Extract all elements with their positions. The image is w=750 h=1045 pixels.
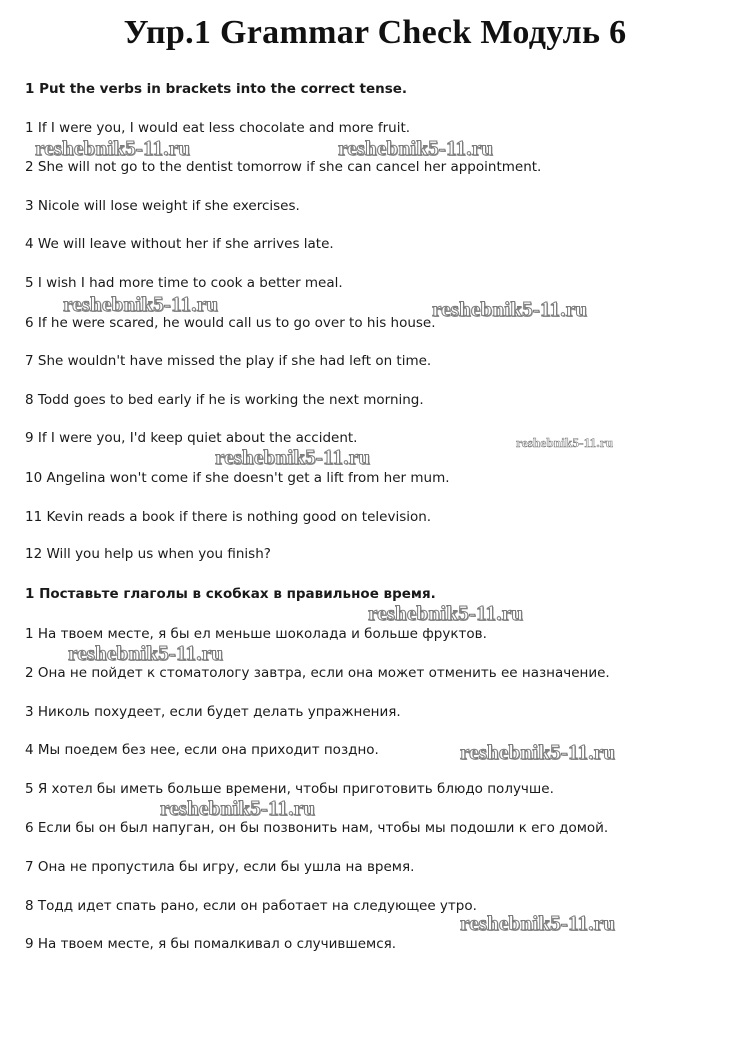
english-item-12: 12 Will you help us when you finish? (25, 546, 271, 562)
watermark: reshebnik5-11.ru (160, 796, 316, 820)
english-item-3: 3 Nicole will lose weight if she exercises. (25, 198, 300, 214)
english-item-4: 4 We will leave without her if she arrives late. (25, 236, 334, 252)
russian-item-7: 7 Она не пропустила бы игру, если бы ушла на время. (25, 859, 415, 875)
page-title: Упр.1 Grammar Check Модуль 6 (123, 14, 627, 51)
english-item-9: 9 If I were you, I'd keep quiet about the accident. (25, 430, 358, 446)
russian-item-5: 5 Я хотел бы иметь больше времени, чтобы приготовить блюдо получше. (25, 781, 554, 797)
english-item-7: 7 She wouldn't have missed the play if she had left on time. (25, 353, 432, 369)
english-instruction: 1 Put the verbs in brackets into the correct tense. (25, 81, 408, 97)
watermark: reshebnik5-11.ru (35, 136, 191, 160)
watermark: reshebnik5-11.ru (63, 292, 219, 316)
watermark: reshebnik5-11.ru (368, 601, 524, 625)
russian-item-1: 1 На твоем месте, я бы ел меньше шоколада и больше фруктов. (25, 626, 487, 642)
russian-instruction: 1 Поставьте глаголы в скобках в правильное время. (25, 586, 436, 602)
english-item-6: 6 If he were scared, he would call us to go over to his house. (25, 315, 436, 331)
watermark: reshebnik5-11.ru (215, 445, 371, 469)
watermark: reshebnik5-11.ru (68, 641, 224, 665)
watermark: reshebnik5-11.ru (338, 136, 494, 160)
russian-item-9: 9 На твоем месте, я бы помалкивал о случившемся. (25, 936, 397, 952)
english-item-11: 11 Kevin reads a book if there is nothing good on television. (25, 509, 432, 525)
english-item-10: 10 Angelina won't come if she doesn't get a lift from her mum. (25, 470, 450, 486)
russian-item-3: 3 Николь похудеет, если будет делать упражнения. (25, 704, 401, 720)
english-item-5: 5 I wish I had more time to cook a better meal. (25, 275, 343, 291)
english-item-2: 2 She will not go to the dentist tomorrow if she can cancel her appointment. (25, 159, 542, 175)
watermark: reshebnik5-11.ru (516, 435, 614, 450)
english-item-1: 1 If I were you, I would eat less chocolate and more fruit. (25, 120, 411, 136)
russian-item-2: 2 Она не пойдет к стоматологу завтра, если она может отменить ее назначение. (25, 665, 610, 681)
russian-item-4: 4 Мы поедем без нее, если она приходит поздно. (25, 742, 379, 758)
watermark: reshebnik5-11.ru (460, 740, 616, 764)
english-item-8: 8 Todd goes to bed early if he is working the next morning. (25, 392, 424, 408)
watermark: reshebnik5-11.ru (432, 297, 588, 321)
watermark: reshebnik5-11.ru (460, 911, 616, 935)
russian-item-8: 8 Тодд идет спать рано, если он работает на следующее утро. (25, 898, 477, 914)
russian-item-6: 6 Если бы он был напуган, он бы позвонить нам, чтобы мы подошли к его домой. (25, 820, 609, 836)
